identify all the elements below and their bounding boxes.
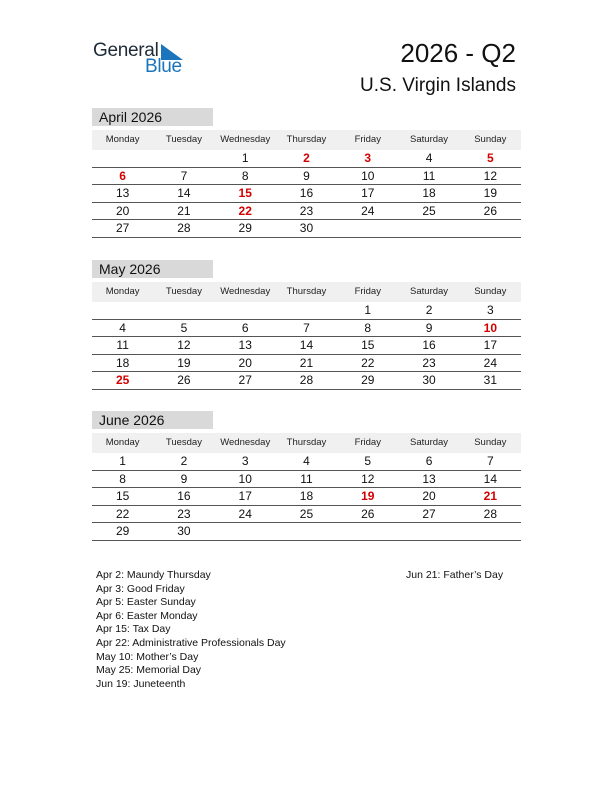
day-cell: 4: [303, 454, 310, 468]
day-cell: 5: [486, 151, 494, 165]
week-row: [92, 168, 521, 186]
weekday-label: Thursday: [286, 134, 327, 145]
day-cell: 9: [425, 320, 433, 335]
day-cell: [153, 302, 214, 319]
week-row: [92, 150, 521, 168]
month-calendar-april: [92, 108, 521, 238]
day-cell: 26: [483, 203, 497, 218]
day-cell: 15: [238, 186, 252, 200]
day-cell: 27: [115, 221, 130, 235]
day-cell: [337, 523, 398, 540]
day-cell: 6: [425, 454, 433, 468]
weekday-header-row: [92, 433, 521, 453]
month-calendar-june: [92, 411, 521, 541]
day-cell: 12: [177, 338, 191, 352]
weekday-label: Saturday: [410, 286, 449, 297]
week-row: [92, 506, 521, 524]
day-cell: 20: [115, 203, 130, 218]
weekday-label: Thursday: [286, 437, 327, 448]
month-title: April 2026: [92, 108, 213, 126]
day-cell: 21: [177, 203, 191, 218]
week-row: [92, 302, 521, 320]
day-cell: 25: [299, 506, 314, 521]
day-cell: 10: [361, 168, 375, 183]
day-cell: 3: [486, 303, 494, 317]
week-row: [92, 523, 521, 541]
holiday-list-item: Apr 2: Maundy Thursday: [96, 569, 211, 581]
weekday-label: Monday: [105, 134, 140, 145]
day-cell: 25: [422, 203, 436, 218]
day-cell: 12: [361, 471, 375, 486]
day-cell: 25: [115, 373, 130, 387]
day-cell: 22: [115, 506, 130, 521]
day-cell: 8: [364, 320, 372, 335]
day-cell: 5: [364, 454, 372, 468]
day-cell: 9: [303, 168, 310, 183]
day-cell: 21: [483, 489, 497, 503]
day-cell: 22: [361, 355, 375, 370]
weekday-label: Wednesday: [220, 437, 271, 448]
day-cell: 1: [119, 454, 126, 468]
weekday-label: Saturday: [410, 437, 449, 448]
day-cell: [276, 523, 337, 540]
day-cell: 19: [361, 489, 375, 503]
holiday-list-item: May 25: Memorial Day: [96, 664, 202, 677]
holiday-list-item: Jun 19: Juneteenth: [96, 677, 186, 690]
weekday-label: Sunday: [474, 134, 507, 145]
weekday-label: Friday: [354, 286, 381, 297]
holiday-list-item: May 10: Mother’s Day: [96, 650, 199, 663]
logo-blue-text: Blue: [145, 56, 182, 77]
day-cell: 27: [238, 373, 252, 387]
day-cell: 18: [115, 355, 130, 370]
day-cell: 30: [299, 221, 314, 235]
week-row: [92, 355, 521, 373]
day-cell: 14: [483, 471, 497, 486]
weekday-label: Wednesday: [220, 286, 271, 297]
day-cell: 7: [303, 320, 310, 335]
day-cell: 1: [241, 151, 249, 165]
day-cell: 23: [177, 506, 191, 521]
day-cell: 17: [483, 338, 497, 352]
day-cell: 18: [422, 186, 436, 200]
day-cell: 14: [299, 338, 314, 352]
weekday-header-row: [92, 130, 521, 150]
holiday-list-secondary: [406, 569, 503, 583]
day-cell: 3: [364, 151, 372, 165]
weekday-label: Monday: [105, 437, 140, 448]
day-cell: 11: [300, 471, 313, 486]
day-cell: 8: [119, 471, 126, 486]
day-cell: 29: [115, 524, 130, 538]
weekday-label: Tuesday: [165, 286, 202, 297]
weekday-label: Tuesday: [165, 437, 202, 448]
day-cell: 21: [299, 355, 314, 370]
day-cell: 18: [299, 489, 314, 503]
day-cell: 2: [425, 303, 433, 317]
day-cell: 20: [238, 355, 252, 370]
day-cell: 26: [177, 373, 191, 387]
weekday-label: Friday: [354, 437, 381, 448]
day-cell: 6: [119, 168, 126, 183]
day-cell: 29: [238, 221, 252, 235]
day-cell: 10: [483, 320, 497, 335]
day-cell: [92, 150, 153, 167]
weekday-label: Saturday: [410, 134, 449, 145]
weekday-label: Sunday: [474, 437, 507, 448]
day-cell: [153, 150, 214, 167]
day-cell: 15: [115, 489, 130, 503]
week-row: [92, 203, 521, 221]
day-cell: 30: [177, 524, 191, 538]
day-cell: 30: [422, 373, 436, 387]
weekday-label: Monday: [105, 286, 140, 297]
day-cell: 16: [422, 338, 436, 352]
week-row: [92, 488, 521, 506]
holiday-list-item: Apr 5: Easter Sunday: [96, 596, 196, 609]
day-cell: [398, 523, 459, 540]
day-cell: 28: [177, 221, 191, 235]
day-cell: 2: [180, 454, 188, 468]
day-cell: 28: [299, 373, 314, 387]
week-row: [92, 337, 521, 355]
day-cell: 24: [238, 506, 252, 521]
day-cell: 5: [180, 320, 188, 335]
day-cell: 17: [238, 489, 252, 503]
day-cell: 29: [361, 373, 375, 387]
week-row: [92, 320, 521, 338]
holiday-list-item: Apr 22: Administrative Professionals Day: [96, 636, 286, 649]
day-cell: [460, 523, 521, 540]
day-cell: [398, 220, 459, 237]
day-cell: 4: [425, 151, 433, 165]
weekday-header-row: [92, 282, 521, 302]
day-cell: 9: [180, 471, 188, 486]
week-row: [92, 220, 521, 238]
day-cell: 24: [483, 355, 497, 370]
day-cell: [460, 220, 521, 237]
day-cell: 11: [422, 168, 436, 183]
day-cell: 27: [422, 506, 436, 521]
day-cell: [337, 220, 398, 237]
day-cell: 23: [299, 203, 314, 218]
day-cell: 3: [241, 454, 249, 468]
weekday-label: Tuesday: [165, 134, 202, 145]
brand-logo: [93, 40, 193, 80]
week-row: [92, 471, 521, 489]
weekday-label: Thursday: [286, 286, 327, 297]
weekday-label: Wednesday: [220, 134, 271, 145]
day-cell: 17: [361, 186, 375, 200]
day-cell: 7: [486, 454, 494, 468]
day-cell: 23: [422, 355, 436, 370]
day-cell: 2: [303, 151, 310, 165]
day-cell: 20: [422, 489, 436, 503]
day-cell: 13: [115, 186, 130, 200]
day-cell: 10: [238, 471, 252, 486]
holiday-list-item: Apr 3: Good Friday: [96, 582, 185, 595]
week-row: [92, 453, 521, 471]
day-cell: 11: [116, 338, 129, 352]
weekday-label: Friday: [354, 134, 381, 145]
day-cell: 4: [119, 320, 126, 335]
day-cell: [215, 523, 276, 540]
holiday-list-item: Apr 15: Tax Day: [96, 623, 171, 636]
week-row: [92, 372, 521, 390]
holiday-list: [96, 569, 286, 691]
day-cell: 15: [361, 338, 375, 352]
day-cell: 19: [177, 355, 191, 370]
day-cell: 13: [422, 471, 436, 486]
day-cell: 28: [483, 506, 497, 521]
month-title: June 2026: [92, 411, 213, 429]
day-cell: 22: [238, 203, 252, 218]
page-title: 2026 - Q2: [400, 38, 516, 68]
day-cell: 13: [238, 338, 252, 352]
day-cell: 7: [180, 168, 188, 183]
page-subtitle: U.S. Virgin Islands: [360, 75, 516, 96]
holiday-list-item: Apr 6: Easter Monday: [96, 609, 198, 622]
day-cell: [92, 302, 153, 319]
day-cell: 24: [361, 203, 375, 218]
day-cell: 1: [364, 303, 372, 317]
week-row: [92, 185, 521, 203]
weekday-label: Sunday: [474, 286, 507, 297]
day-cell: [276, 302, 337, 319]
day-cell: 16: [177, 489, 191, 503]
day-cell: [215, 302, 276, 319]
day-cell: 26: [361, 506, 375, 521]
day-cell: 6: [241, 320, 249, 335]
month-calendar-may: [92, 260, 521, 390]
holiday-list-item: Jun 21: Father’s Day: [406, 569, 504, 581]
day-cell: 14: [177, 186, 191, 200]
day-cell: 16: [299, 186, 314, 200]
logo-general-text: General: [93, 40, 159, 61]
day-cell: 8: [241, 168, 249, 183]
month-title: May 2026: [92, 260, 213, 278]
day-cell: 19: [483, 186, 497, 200]
day-cell: 12: [483, 168, 497, 183]
day-cell: 31: [483, 373, 497, 387]
